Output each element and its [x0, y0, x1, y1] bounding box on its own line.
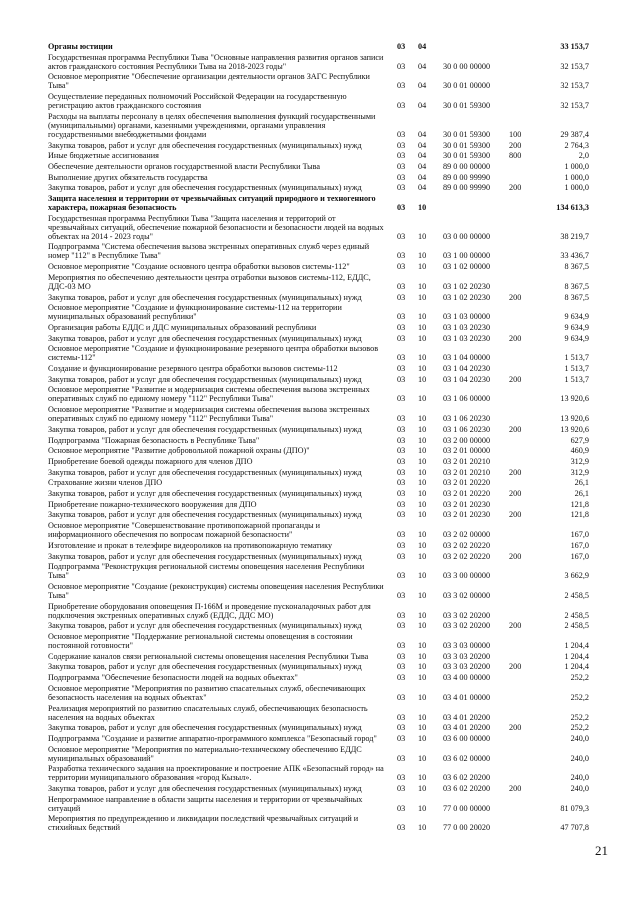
row-amount: 3 662,9 [564, 571, 589, 581]
row-amount: 167,0 [570, 530, 589, 540]
row-target-article: 03 1 06 20230 [443, 414, 491, 424]
row-subsection-code: 10 [418, 571, 427, 581]
row-amount: 13 920,6 [560, 414, 589, 424]
row-amount: 252,2 [570, 673, 589, 683]
row-section-code: 03 [397, 590, 406, 600]
row-amount: 9 634,9 [564, 322, 589, 332]
row-expense-type: 200 [509, 723, 522, 733]
row-subsection-code: 10 [418, 456, 427, 466]
row-target-article: 30 0 00 00000 [443, 61, 491, 71]
row-amount: 1 204,4 [564, 662, 589, 672]
row-target-article: 03 2 01 20210 [443, 467, 491, 477]
row-target-article: 03 1 03 20230 [443, 322, 491, 332]
row-name: Основное мероприятие "Развитие и модернизация системы обеспечения вызова экстренных оперативных служб по единому номеру "112" Республики Тыва" [48, 385, 370, 404]
row-name: Приобретение боевой одежды пожарного для членов ДПО [48, 456, 253, 466]
row-section-code: 03 [397, 42, 406, 51]
row-amount: 8 367,5 [564, 281, 589, 291]
row-section-code: 03 [397, 414, 406, 424]
row-section-code: 03 [397, 81, 406, 91]
row-name: Закупка товаров, работ и услуг для обеспечения государственных (муниципальных) нужд [48, 621, 362, 631]
row-target-article: 03 2 00 00000 [443, 435, 491, 445]
row-target-article: 03 2 02 00000 [443, 530, 491, 540]
row-subsection-code: 04 [418, 161, 427, 171]
row-name: Подпрограмма "Пожарная безопасность в Республике Тыва" [48, 435, 260, 445]
row-amount: 1 000,0 [564, 172, 589, 182]
row-section-code: 03 [397, 394, 406, 404]
row-name: Содержание каналов связи региональной системы оповещения населения Республики Тыва [48, 651, 369, 661]
row-amount: 33 436,7 [560, 251, 589, 261]
row-name: Закупка товаров, работ и услуг для обеспечения государственных (муниципальных) нужд [48, 140, 362, 150]
row-subsection-code: 10 [418, 784, 427, 793]
row-name: Создание и функционирование резервного центра обработки вызовов системы-112 [48, 364, 338, 373]
row-target-article: 30 0 01 59300 [443, 151, 491, 161]
row-name: Закупка товаров, работ и услуг для обеспечения государственных (муниципальных) нужд [48, 723, 362, 733]
row-subsection-code: 10 [418, 499, 427, 509]
row-target-article: 03 2 01 20210 [443, 456, 491, 466]
row-subsection-code: 10 [418, 414, 427, 424]
row-section-code: 03 [397, 489, 406, 498]
row-target-article: 03 2 02 20220 [443, 540, 491, 550]
row-target-article: 30 0 01 59300 [443, 129, 491, 139]
row-amount: 240,0 [570, 773, 589, 783]
row-name: Основное мероприятие "Обеспечение организации деятельности органов ЗАГС Республики Тыва" [48, 72, 370, 91]
row-amount: 460,9 [570, 446, 589, 456]
row-section-code: 03 [397, 692, 406, 702]
row-target-article: 03 4 00 00000 [443, 673, 491, 683]
row-name: Расходы на выплаты персоналу в целях обеспечения выполнения функций государственными (муниципальными) органами, казенными учреждениями, органами управления государственными внебюджетными фондами [48, 111, 376, 139]
row-name: Изготовление и прокат в телеэфире видеороликов на противопожарную тематику [48, 540, 333, 550]
row-name: Основное мероприятие "Создание основного центра обработки вызовов системы-112" [48, 262, 350, 272]
row-target-article: 03 6 02 20200 [443, 773, 491, 783]
row-section-code: 03 [397, 322, 406, 332]
row-target-article: 03 1 02 00000 [443, 262, 491, 272]
row-target-article: 03 2 01 20220 [443, 489, 491, 498]
row-name: Основное мероприятие "Создание и функционирование системы-112 на территории муниципальных образований республики" [48, 303, 342, 322]
row-target-article: 03 3 03 20200 [443, 651, 491, 661]
row-section-code: 03 [397, 292, 406, 302]
row-subsection-code: 10 [418, 610, 427, 620]
row-target-article: 03 1 02 20230 [443, 292, 491, 302]
row-amount: 9 634,9 [564, 333, 589, 343]
row-section-code: 03 [397, 364, 406, 373]
row-subsection-code: 10 [418, 651, 427, 661]
row-name: Органы юстиции [48, 42, 113, 51]
row-amount: 13 920,6 [560, 424, 589, 434]
row-amount: 121,8 [570, 499, 589, 509]
row-target-article: 03 1 04 20230 [443, 374, 491, 384]
row-section-code: 03 [397, 172, 406, 182]
row-section-code: 03 [397, 823, 406, 833]
row-amount: 32 153,7 [560, 61, 589, 71]
row-subsection-code: 10 [418, 803, 427, 813]
row-name: Мероприятия по обеспечению деятельности центра отработки вызовов системы-112, ЕДДС, ДДС-03 МО [48, 272, 371, 291]
row-section-code: 03 [397, 499, 406, 509]
row-amount: 1 513,7 [564, 364, 589, 373]
row-expense-type: 200 [509, 183, 522, 193]
row-section-code: 03 [397, 571, 406, 581]
row-subsection-code: 10 [418, 312, 427, 322]
row-target-article: 03 1 03 00000 [443, 312, 491, 322]
row-subsection-code: 04 [418, 151, 427, 161]
row-name: Обеспечение деятельности органов государственной власти Республики Тыва [48, 161, 321, 171]
row-amount: 9 634,9 [564, 312, 589, 322]
row-name: Подпрограмма "Реконструкция региональной системы оповещения населения Республики Тыва" [48, 562, 365, 581]
row-section-code: 03 [397, 551, 406, 561]
row-section-code: 03 [397, 353, 406, 363]
row-target-article: 03 1 00 00000 [443, 251, 491, 261]
row-subsection-code: 10 [418, 540, 427, 550]
row-amount: 312,9 [570, 467, 589, 477]
row-expense-type: 200 [509, 292, 522, 302]
row-subsection-code: 10 [418, 673, 427, 683]
row-name: Страхование жизни членов ДПО [48, 478, 163, 488]
row-target-article: 03 1 03 20230 [443, 333, 491, 343]
row-amount: 32 153,7 [560, 101, 589, 111]
row-subsection-code: 04 [418, 172, 427, 182]
row-section-code: 03 [397, 183, 406, 193]
row-expense-type: 100 [509, 129, 522, 139]
row-target-article: 77 0 00 20020 [443, 823, 491, 833]
row-amount: 13 920,6 [560, 394, 589, 404]
row-amount: 252,2 [570, 723, 589, 733]
row-section-code: 03 [397, 673, 406, 683]
row-name: Закупка товаров, работ и услуг для обеспечения государственных (муниципальных) нужд [48, 424, 362, 434]
row-target-article: 03 4 01 20200 [443, 723, 491, 733]
row-name: Осуществление переданных полномочий Российской Федерации на государственную регистрацию актов гражданского состояния [48, 92, 347, 111]
row-amount: 8 367,5 [564, 262, 589, 272]
row-amount: 312,9 [570, 456, 589, 466]
row-name: Закупка товаров, работ и услуг для обеспечения государственных (муниципальных) нужд [48, 467, 362, 477]
row-amount: 33 153,7 [560, 42, 589, 51]
row-name: Основное мероприятие "Мероприятия по материально-техническому обеспечению ЕДДС муниципальных образований" [48, 744, 362, 763]
row-target-article: 03 1 04 20230 [443, 364, 491, 373]
row-target-article: 03 2 02 20220 [443, 551, 491, 561]
row-amount: 8 367,5 [564, 292, 589, 302]
row-target-article: 03 2 01 20220 [443, 478, 491, 488]
row-expense-type: 200 [509, 467, 522, 477]
row-amount: 26,1 [574, 478, 589, 488]
row-name: Подпрограмма "Система обеспечения вызова экстренных оперативных служб через единый номер "112" в Республике Тыва" [48, 242, 370, 261]
row-name: Выполнение других обязательств государства [48, 172, 208, 182]
row-amount: 167,0 [570, 551, 589, 561]
row-name: Приобретение пожарно-технического вооружения для ДПО [48, 499, 257, 509]
row-subsection-code: 10 [418, 292, 427, 302]
row-section-code: 03 [397, 251, 406, 261]
row-target-article: 03 2 01 20230 [443, 499, 491, 509]
row-target-article: 03 2 01 20230 [443, 510, 491, 520]
row-amount: 240,0 [570, 784, 589, 793]
row-name: Разработка технического задания на проектирование и построение АПК «Безопасный город» на территории муниципального образования «город Кызыл». [48, 764, 384, 783]
row-expense-type: 200 [509, 140, 522, 150]
row-target-article: 03 6 02 20200 [443, 784, 491, 793]
row-subsection-code: 10 [418, 446, 427, 456]
row-section-code: 03 [397, 803, 406, 813]
row-amount: 134 613,3 [556, 203, 589, 212]
row-name: Закупка товаров, работ и услуг для обеспечения государственных (муниципальных) нужд [48, 551, 362, 561]
row-target-article: 03 1 06 20230 [443, 424, 491, 434]
row-name: Закупка товаров, работ и услуг для обеспечения государственных (муниципальных) нужд [48, 183, 362, 193]
row-amount: 1 204,4 [564, 641, 589, 650]
row-section-code: 03 [397, 312, 406, 322]
row-amount: 1 513,7 [564, 353, 589, 363]
row-amount: 47 707,8 [560, 823, 589, 833]
row-subsection-code: 10 [418, 203, 427, 212]
row-target-article: 03 4 01 20200 [443, 712, 491, 722]
row-name: Основное мероприятие "Совершенствование противопожарной пропаганды и информационного обеспечения по вопросам пожарной безопасности" [48, 521, 321, 540]
row-subsection-code: 10 [418, 773, 427, 783]
row-target-article: 30 0 01 00000 [443, 81, 491, 91]
row-subsection-code: 04 [418, 42, 427, 51]
row-subsection-code: 10 [418, 435, 427, 445]
row-section-code: 03 [397, 424, 406, 434]
row-amount: 2,0 [578, 151, 589, 161]
row-name: Государственная программа Республики Тыва "Защита населения и территорий от чрезвычайных ситуаций, обеспечение пожарной безопасности и безопасности людей на водных объектах на 2014 - 2023 годы" [48, 213, 384, 241]
row-section-code: 03 [397, 101, 406, 111]
row-target-article: 03 1 06 00000 [443, 394, 491, 404]
row-section-code: 03 [397, 435, 406, 445]
row-subsection-code: 04 [418, 81, 427, 91]
row-section-code: 03 [397, 456, 406, 466]
row-target-article: 89 0 00 99990 [443, 172, 491, 182]
row-amount: 2 764,3 [564, 140, 589, 150]
row-subsection-code: 10 [418, 551, 427, 561]
row-target-article: 03 1 02 20230 [443, 281, 491, 291]
row-subsection-code: 04 [418, 101, 427, 111]
row-name: Закупка товаров, работ и услуг для обеспечения государственных (муниципальных) нужд [48, 784, 362, 793]
row-amount: 32 153,7 [560, 81, 589, 91]
row-subsection-code: 10 [418, 281, 427, 291]
row-section-code: 03 [397, 610, 406, 620]
row-subsection-code: 10 [418, 374, 427, 384]
row-section-code: 03 [397, 281, 406, 291]
page-number: 21 [595, 843, 608, 858]
row-section-code: 03 [397, 733, 406, 743]
row-target-article: 03 3 02 00000 [443, 590, 491, 600]
row-subsection-code: 10 [418, 478, 427, 488]
row-subsection-code: 04 [418, 140, 427, 150]
row-name: Основное мероприятие "Поддержание региональной системы оповещения в состоянии постоянной готовности" [48, 632, 353, 650]
row-section-code: 03 [397, 446, 406, 456]
row-subsection-code: 04 [418, 129, 427, 139]
row-amount: 2 458,5 [564, 610, 589, 620]
row-subsection-code: 10 [418, 353, 427, 363]
row-name: Государственная программа Республики Тыва "Основные направления развития органов записи актов гражданского состояния Республики Тыва на 2018-2023 годы" [48, 52, 384, 71]
row-section-code: 03 [397, 773, 406, 783]
row-target-article: 03 6 02 00000 [443, 753, 491, 763]
row-name: Подпрограмма "Создание и развитие аппаратно-программного комплекса "Безопасный город" [48, 733, 377, 743]
row-name: Закупка товаров, работ и услуг для обеспечения государственных (муниципальных) нужд [48, 374, 362, 384]
row-subsection-code: 10 [418, 510, 427, 520]
row-section-code: 03 [397, 530, 406, 540]
row-amount: 1 513,7 [564, 374, 589, 384]
row-target-article: 03 3 02 20200 [443, 610, 491, 620]
row-subsection-code: 10 [418, 733, 427, 743]
row-amount: 2 458,5 [564, 621, 589, 631]
row-amount: 240,0 [570, 753, 589, 763]
row-section-code: 03 [397, 540, 406, 550]
row-section-code: 03 [397, 61, 406, 71]
row-name: Основное мероприятие "Мероприятия по развитию спасательных служб, обеспечивающих безопасность населения на водных объектах" [48, 683, 366, 702]
row-expense-type: 200 [509, 662, 522, 672]
row-name: Основное мероприятие "Развитие добровольной пожарной охраны (ДПО)" [48, 446, 310, 456]
row-section-code: 03 [397, 151, 406, 161]
row-subsection-code: 10 [418, 662, 427, 672]
row-name: Основное мероприятие "Развитие и модернизация системы обеспечения вызова экстренных оперативных служб по единому номеру "112" Республики Тыва" [48, 405, 370, 424]
row-section-code: 03 [397, 374, 406, 384]
row-subsection-code: 10 [418, 262, 427, 272]
row-target-article: 77 0 00 00000 [443, 803, 491, 813]
row-section-code: 03 [397, 651, 406, 661]
row-expense-type: 200 [509, 424, 522, 434]
row-name: Основное мероприятие "Создание и функционирование резервного центра обработки вызовов системы-112" [48, 344, 379, 363]
row-target-article: 89 0 00 00000 [443, 161, 491, 171]
row-subsection-code: 10 [418, 231, 427, 241]
row-section-code: 03 [397, 621, 406, 631]
row-amount: 81 079,3 [560, 803, 589, 813]
row-name: Закупка товаров, работ и услуг для обеспечения государственных (муниципальных) нужд [48, 662, 362, 672]
row-target-article: 30 0 01 59300 [443, 140, 491, 150]
row-amount: 26,1 [574, 489, 589, 498]
row-amount: 1 204,4 [564, 651, 589, 661]
row-expense-type: 800 [509, 151, 522, 161]
row-subsection-code: 10 [418, 322, 427, 332]
row-target-article: 03 6 00 00000 [443, 733, 491, 743]
row-subsection-code: 10 [418, 723, 427, 733]
row-section-code: 03 [397, 784, 406, 793]
row-amount: 1 000,0 [564, 161, 589, 171]
row-subsection-code: 10 [418, 590, 427, 600]
row-section-code: 03 [397, 231, 406, 241]
row-target-article: 03 4 01 00000 [443, 692, 491, 702]
row-subsection-code: 04 [418, 61, 427, 71]
row-subsection-code: 10 [418, 364, 427, 373]
row-name: Приобретение оборудования оповещения П-166М и проведение пусконаладочных работ для подключения экстренных оперативных служб (ЕДДС, ДДС МО) [48, 601, 371, 620]
row-subsection-code: 10 [418, 333, 427, 343]
row-section-code: 03 [397, 510, 406, 520]
row-expense-type: 200 [509, 333, 522, 343]
row-subsection-code: 10 [418, 823, 427, 833]
row-section-code: 03 [397, 662, 406, 672]
row-expense-type: 200 [509, 551, 522, 561]
row-amount: 2 458,5 [564, 590, 589, 600]
row-subsection-code: 10 [418, 251, 427, 261]
row-subsection-code: 10 [418, 621, 427, 631]
row-expense-type: 200 [509, 510, 522, 520]
row-subsection-code: 10 [418, 394, 427, 404]
row-name: Реализация мероприятий по развитию спасательных служб, обеспечивающих безопасность населения на водных объектах [48, 703, 368, 722]
row-target-article: 03 2 01 00000 [443, 446, 491, 456]
row-target-article: 03 3 00 00000 [443, 571, 491, 581]
row-section-code: 03 [397, 641, 406, 650]
row-name: Иные бюджетные ассигнования [48, 151, 159, 161]
row-section-code: 03 [397, 129, 406, 139]
row-name: Подпрограмма "Обеспечение безопасности людей на водных объектах" [48, 673, 298, 683]
row-amount: 240,0 [570, 733, 589, 743]
row-name: Мероприятия по предупреждению и ликвидации последствий чрезвычайных ситуаций и стихийных бедствий [48, 814, 359, 833]
row-section-code: 03 [397, 723, 406, 733]
row-amount: 627,9 [570, 435, 589, 445]
row-amount: 252,2 [570, 692, 589, 702]
row-subsection-code: 10 [418, 641, 427, 650]
row-subsection-code: 04 [418, 183, 427, 193]
row-amount: 252,2 [570, 712, 589, 722]
row-target-article: 30 0 01 59300 [443, 101, 491, 111]
row-name: Организация работы ЕДДС и ДДС муниципальных образований республики [48, 322, 317, 332]
row-expense-type: 200 [509, 784, 522, 793]
row-section-code: 03 [397, 753, 406, 763]
row-section-code: 03 [397, 203, 406, 212]
row-name: Основное мероприятие "Создание (реконструкция) системы оповещения населения Республики Тыва" [48, 581, 384, 600]
row-amount: 1 000,0 [564, 183, 589, 193]
row-section-code: 03 [397, 262, 406, 272]
row-target-article: 03 3 02 20200 [443, 621, 491, 631]
row-name: Закупка товаров, работ и услуг для обеспечения государственных (муниципальных) нужд [48, 510, 362, 520]
row-subsection-code: 10 [418, 712, 427, 722]
row-target-article: 03 3 03 00000 [443, 641, 491, 650]
row-amount: 121,8 [570, 510, 589, 520]
row-name: Непрограммное направление в области защиты населения и территории от чрезвычайных ситуаций [48, 794, 363, 813]
row-name: Защита населения и территории от чрезвычайных ситуаций природного и техногенного характера, пожарная безопасность [48, 194, 376, 212]
row-section-code: 03 [397, 140, 406, 150]
row-subsection-code: 10 [418, 467, 427, 477]
row-section-code: 03 [397, 467, 406, 477]
row-target-article: 03 1 04 00000 [443, 353, 491, 363]
row-expense-type: 200 [509, 374, 522, 384]
row-target-article: 03 3 03 20200 [443, 662, 491, 672]
row-amount: 29 387,4 [560, 129, 589, 139]
row-subsection-code: 10 [418, 692, 427, 702]
row-section-code: 03 [397, 161, 406, 171]
row-target-article: 03 0 00 00000 [443, 231, 491, 241]
row-amount: 167,0 [570, 540, 589, 550]
row-subsection-code: 10 [418, 753, 427, 763]
row-expense-type: 200 [509, 621, 522, 631]
row-section-code: 03 [397, 478, 406, 488]
row-subsection-code: 10 [418, 424, 427, 434]
row-name: Закупка товаров, работ и услуг для обеспечения государственных (муниципальных) нужд [48, 292, 362, 302]
row-section-code: 03 [397, 712, 406, 722]
row-section-code: 03 [397, 333, 406, 343]
row-subsection-code: 10 [418, 489, 427, 498]
row-expense-type: 200 [509, 489, 522, 498]
row-amount: 38 219,7 [560, 231, 589, 241]
row-name: Закупка товаров, работ и услуг для обеспечения государственных (муниципальных) нужд [48, 489, 362, 498]
row-subsection-code: 10 [418, 530, 427, 540]
row-name: Закупка товаров, работ и услуг для обеспечения государственных (муниципальных) нужд [48, 333, 362, 343]
row-target-article: 89 0 00 99990 [443, 183, 491, 193]
